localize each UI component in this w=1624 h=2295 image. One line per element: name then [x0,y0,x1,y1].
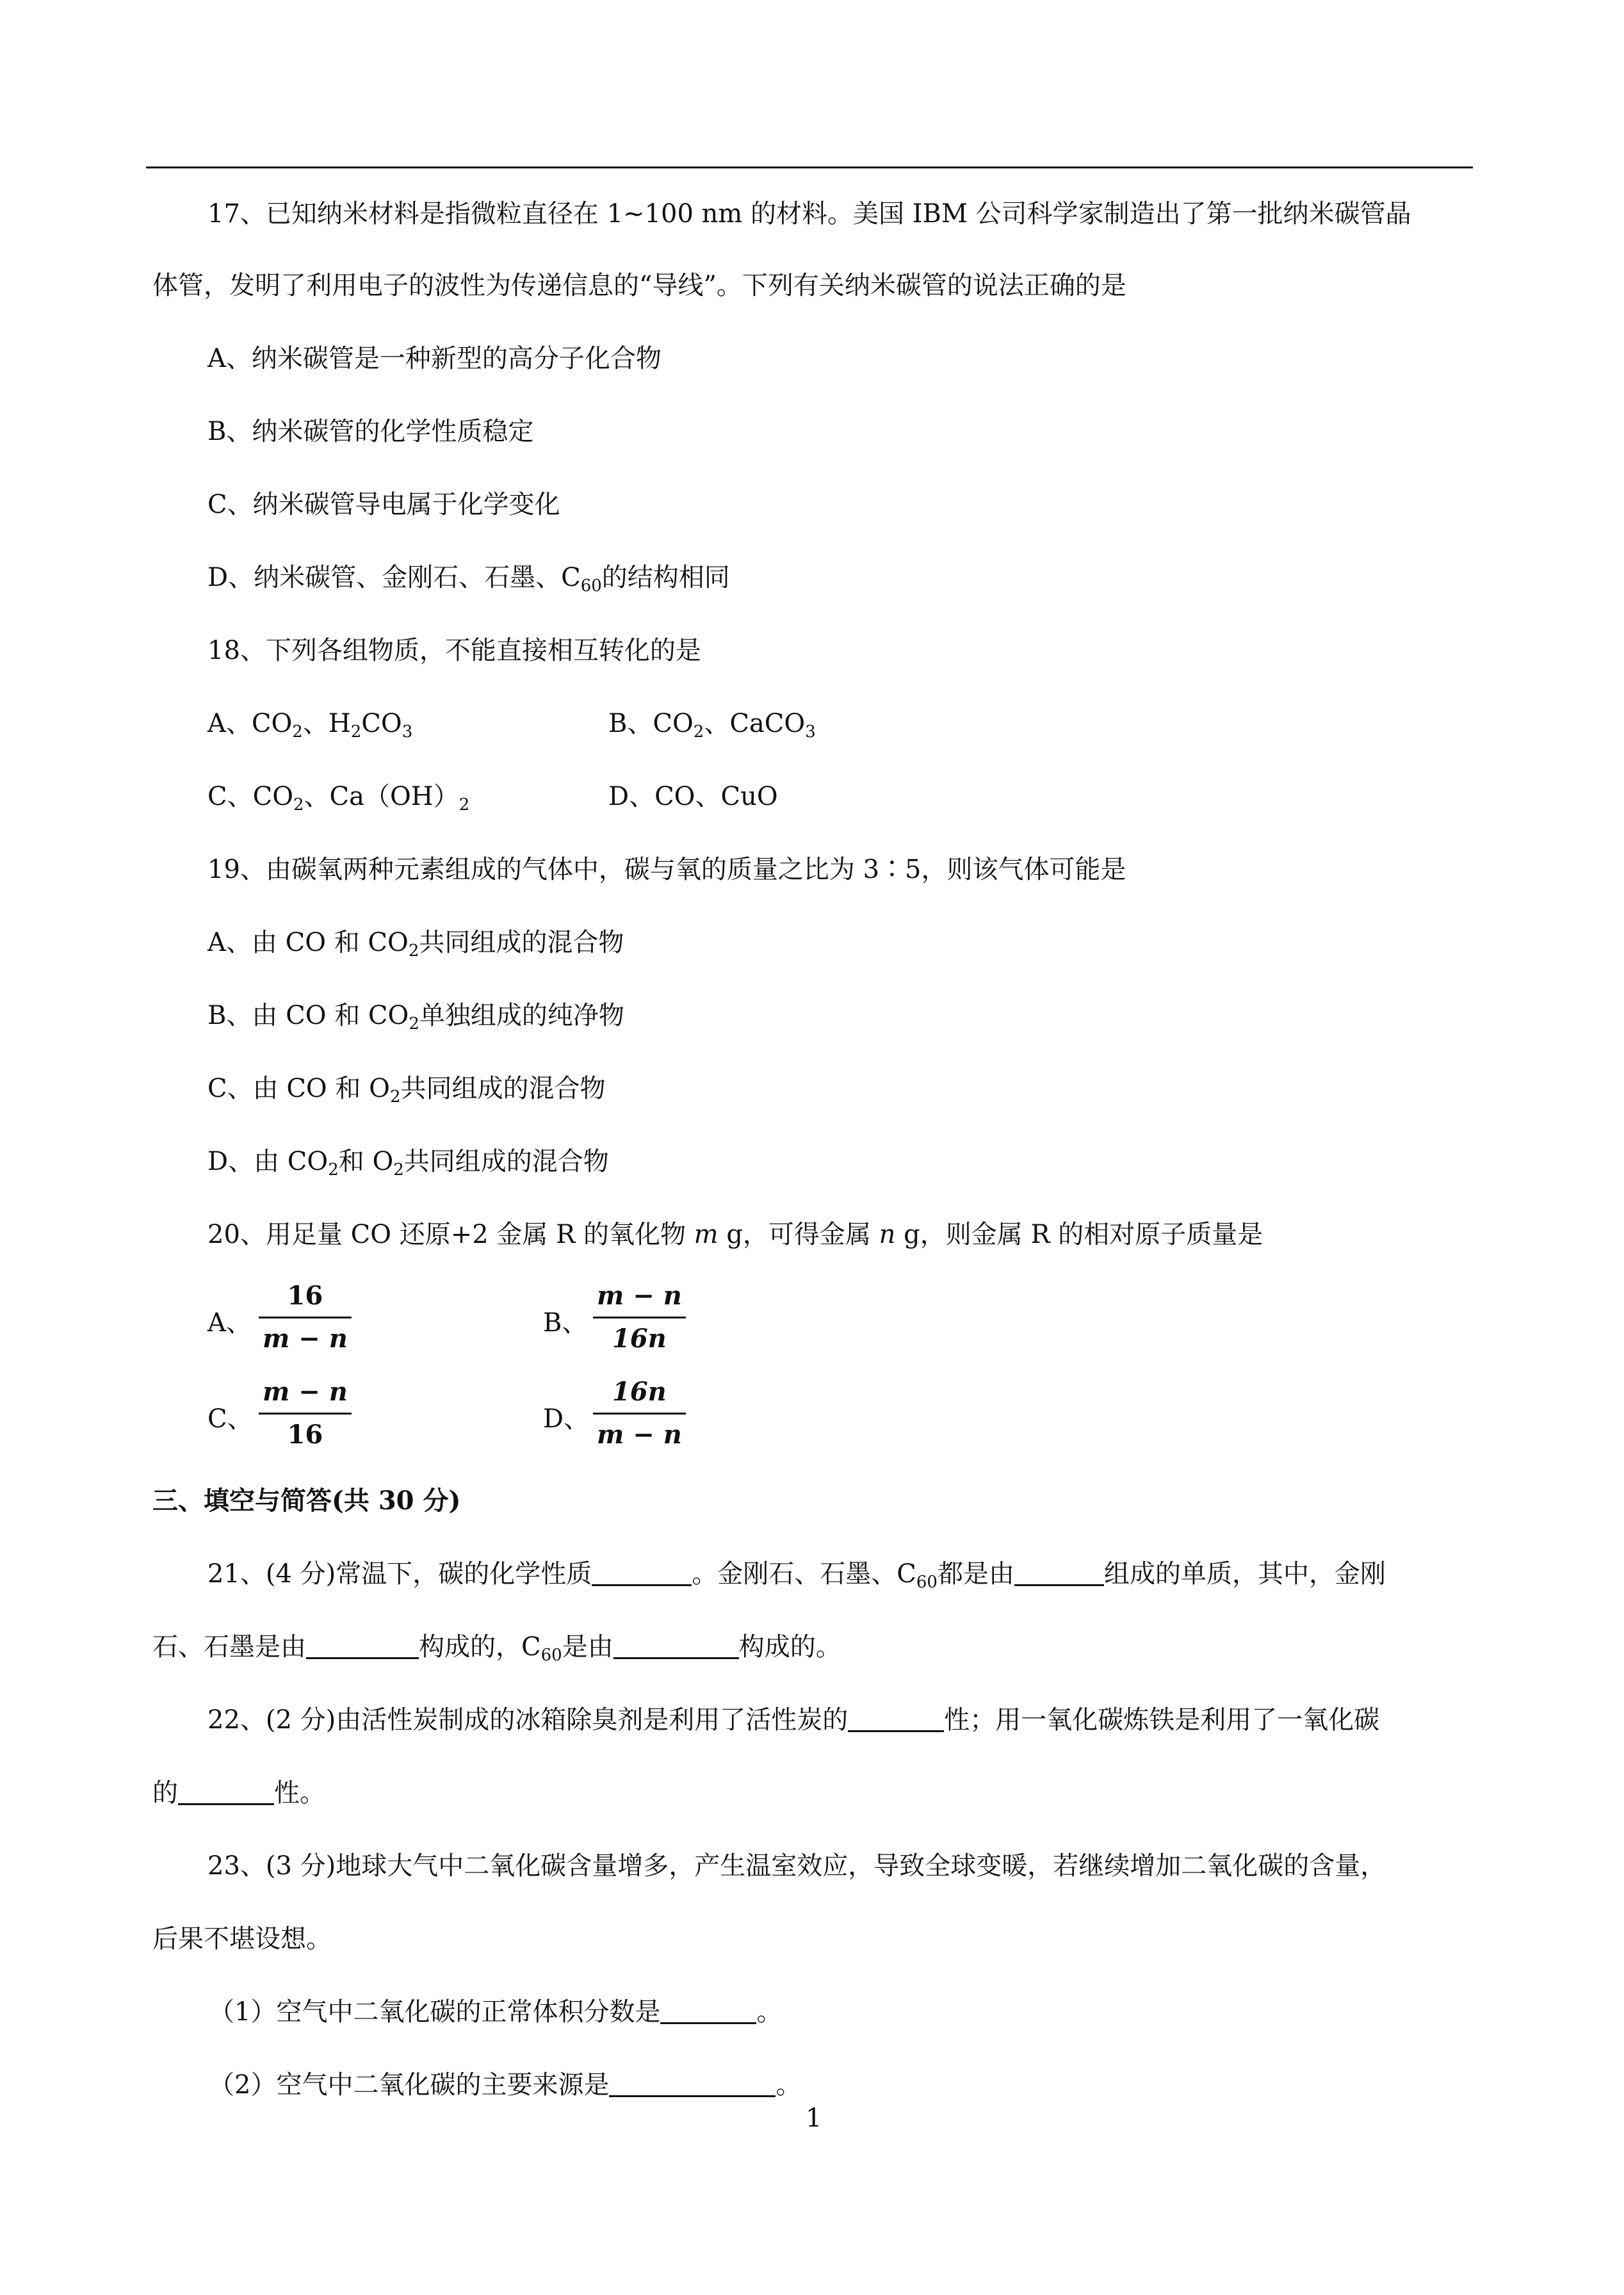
q18-option-a: A、$CO_2$、$H_2CO_3$ [207,709,413,742]
q22-line2: 的 性。 [152,1778,325,1808]
q21-blank-1[interactable] [592,1559,692,1586]
q23-line2: 后果不堪设想。 [152,1924,332,1954]
q20-option-b-label: B、 [543,1308,588,1338]
q18-option-c: C、$CO_2$、$Ca(OH)_2$ [207,782,470,815]
q20-option-d-fraction: 16n m − n [593,1375,686,1452]
q21-line1: 21、(4 分)常温下，碳的化学性质 。金刚石、石墨、$C_{60}$都是由 组成的单质，其中，金刚 [207,1559,1386,1592]
q19-option-a: A、由 CO 和 $CO_2$共同组成的混合物 [207,928,624,961]
q23-line1: 23、(3 分)地球大气中二氧化碳含量增多，产生温室效应，导致全球变暖，若继续增加二氧化碳的含量， [207,1851,1386,1881]
q17-option-c: C、纳米碳管导电属于化学变化 [207,490,560,519]
q20-stem: 20、用足量 CO 还原+2 金属 R 的氧化物 m g，可得金属 n g，则金属 R 的相对原子质量是 [207,1220,1263,1249]
q19-option-c: C、由 CO 和 $O_2$共同组成的混合物 [207,1074,606,1107]
q22-line1: 22、(2 分)由活性炭制成的冰箱除臭剂是利用了活性炭的 性；用一氧化碳炼铁是利用了一氧化碳 [207,1705,1380,1735]
q20-option-b-fraction: m − n 16n [593,1279,686,1356]
q23-blank-1[interactable] [660,1997,756,2024]
q19-option-d: D、由 $CO_2$和 $O_2$共同组成的混合物 [207,1147,609,1180]
q23-blank-2[interactable] [609,2070,775,2097]
q23-sub1: （1）空气中二氧化碳的正常体积分数是 。 [209,1997,783,2027]
q20-option-a-label: A、 [207,1308,252,1338]
page-number: 1 [806,2104,822,2133]
q21-blank-3[interactable] [306,1632,419,1659]
q17-option-b: B、纳米碳管的化学性质稳定 [207,417,534,446]
q17-option-a: A、纳米碳管是一种新型的高分子化合物 [207,344,662,373]
q20-option-a-fraction: 16 m − n [259,1279,352,1356]
q18-option-b: B、$CO_2$、CaCO$_3$ [608,709,816,742]
q20-option-d-label: D、 [543,1404,590,1434]
q17-stem-line2: 体管，发明了利用电子的波性为传递信息的“导线”。下列有关纳米碳管的说法正确的是 [152,271,1126,300]
q22-blank-1[interactable] [848,1705,944,1732]
q17-stem-line1: 17、已知纳米材料是指微粒直径在 1~100 nm 的材料。美国 IBM 公司科学家制造出了第一批纳米碳管晶 [207,199,1411,229]
q22-blank-2[interactable] [178,1778,274,1805]
q18-option-d: D、CO、CuO [608,782,778,811]
q20-option-c-fraction: m − n 16 [259,1375,352,1452]
header-rule [146,166,1473,168]
section-heading: 三、填空与简答(共 30 分) [152,1486,461,1516]
q19-stem: 19、由碳氧两种元素组成的气体中，碳与氧的质量之比为 3∶5，则该气体可能是 [207,855,1126,884]
q23-sub2: （2）空气中二氧化碳的主要来源是 。 [209,2070,802,2100]
q21-line2: 石、石墨是由 构成的，$C_{60}$是由 构成的。 [152,1632,841,1665]
q18-stem: 18、下列各组物质，不能直接相互转化的是 [207,636,701,665]
q17-option-d: D、纳米碳管、金刚石、石墨、$C_{60}$的结构相同 [207,563,730,596]
q19-option-b: B、由 CO 和 $CO_2$单独组成的纯净物 [207,1001,624,1034]
q21-blank-2[interactable] [1014,1559,1104,1586]
q21-blank-4[interactable] [613,1632,739,1659]
q20-option-c-label: C、 [207,1404,253,1434]
